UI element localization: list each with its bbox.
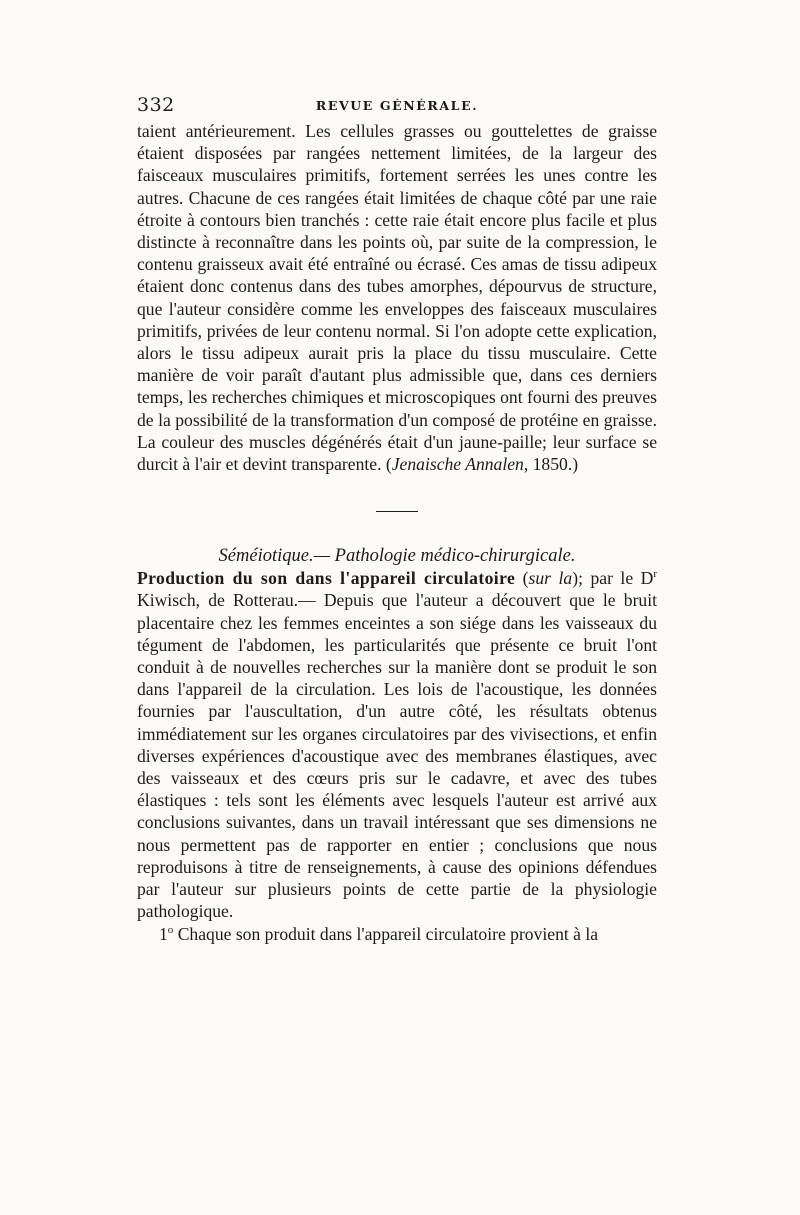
running-head xyxy=(137,92,657,120)
article-body: Kiwisch, de Rotterau.— Depuis que l'auteur a découvert que le bruit placentaire chez les femmes enceintes a son siége dans les vaisseaux du tégument de l'abdomen, les particularités que présente ce bruit l'ont conduit à de nouvelles recherches sur la manière dont se produit le son dans l'appareil de la circulation. Les lois de l'acoustique, les données fournies par l'auscultation, d'un autre côté, les résultats obtenus immédiatement sur les organes circulatoires par des vivisections, et enfin diverses expériences d'acoustique avec des membranes élastiques, avec des vaisseaux et des cœurs pris sur le cadavre, et avec des tubes élastiques : tels sont les éléments avec lesquels l'auteur est arrivé aux conclusions suivantes, dans un travail intéressant que ses dimensions ne nous permettent pas de rapporter en entier ; conclusions que nous reproduisons à titre de renseignements, à cause des opinions défendues par l'auteur sur plusieurs points de cette partie de la physiologie pathologique. xyxy=(137,590,657,922)
paragraph-text: taient antérieurement. Les cellules grasses ou gouttelettes de graisse étaient disposées par rangées nettement limitées, de la largeur des faisceaux musculaires primitifs, fortement serrées les unes contre les autres. Chacune de ces rangées était limitées de chaque côté par une raie étroite à contours bien tranchés : cette raie était encore plus facile et plus distincte à reconnaître dans les points où, par suite de la compression, le contenu graisseux avait été entraîné ou écrasé. Ces amas de tissu adipeux étaient donc contenus dans des tubes amorphes, dépourvus de structure, que l'auteur considère comme les enveloppes des faisceaux musculaires primitifs, privées de leur contenu normal. Si l'on adopte cette explication, alors le tissu adipeux aurait pris la place du tissu musculaire. Cette manière de voir paraît d'autant plus admissible que, dans ces derniers temps, les recherches chimiques et microscopiques ont fourni des preuves de la possibilité de la transformation d'un composé de protéine en graisse. La couleur des muscles dégénérés était d'un jaune-paille; leur surface se durcit à l'air et devint transparente. ( xyxy=(137,121,657,475)
note-open: ( xyxy=(515,568,529,589)
note-close: ); xyxy=(572,568,583,589)
running-title: REVUE GÉNÉRALE. xyxy=(315,98,479,113)
byline-prefix: par le D xyxy=(582,568,654,589)
point-superscript: o xyxy=(167,923,174,936)
book-page xyxy=(137,92,657,945)
journal-citation: Jenaische Annalen xyxy=(391,454,524,475)
page-number: 332 xyxy=(137,94,175,116)
citation-year: , 1850.) xyxy=(523,454,579,475)
continued-paragraph xyxy=(137,120,657,475)
article-note: sur la xyxy=(528,568,573,589)
point-number: 1 xyxy=(159,923,168,944)
article-paragraph xyxy=(137,567,657,922)
numbered-point xyxy=(137,923,657,945)
byline-superscript: r xyxy=(653,568,657,581)
point-text: Chaque son produit dans l'appareil circulatoire provient à la xyxy=(173,923,599,944)
section-heading: Séméiotique.— Pathologie médico-chirurgicale. xyxy=(218,546,576,567)
article-title: Production du son dans l'appareil circulatoire xyxy=(137,568,516,589)
section-divider xyxy=(376,511,418,512)
